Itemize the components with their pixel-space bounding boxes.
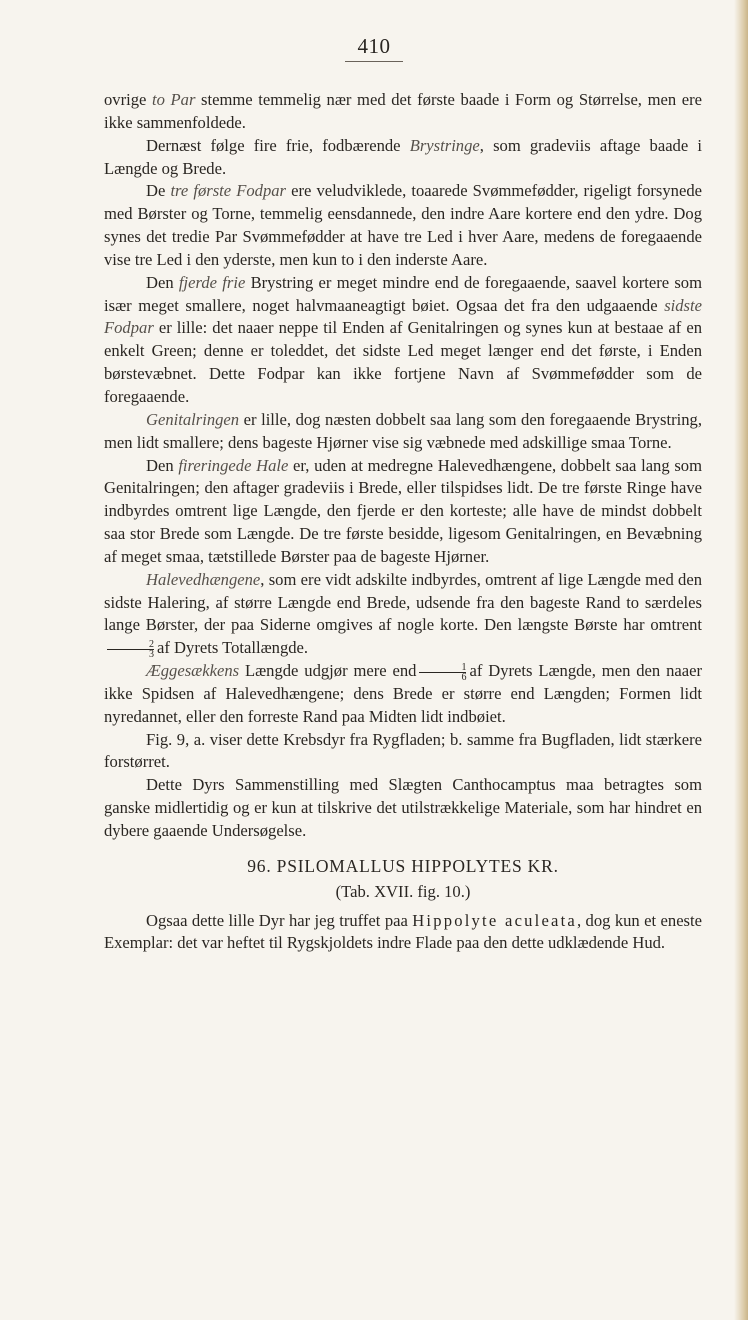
text-run: af Dyrets Totallængde. <box>157 638 309 658</box>
text-run: Den <box>146 272 179 292</box>
text-run: Brystring er meget mindre end de foregaaende, saavel kortere som især meget smallere, noget halvmaaneagtigt bøiet. Ogsaa det fra den udgaaende <box>104 272 703 315</box>
paragraph: Dette Dyrs Sammenstilling med Slægten Canthocamptus maa betragtes som ganske midlertidig og er kun at tilskrive det utilstrækkelige Materiale, som har hindret en dybere gaaende Undersøgelse. <box>104 775 702 840</box>
text-run: , som gradeviis aftage baade i Længde og Brede. <box>104 135 702 178</box>
fraction-numerator: 2 <box>149 638 154 650</box>
italic-term: sidste Fodpar <box>104 295 702 338</box>
text-run: De <box>146 181 171 201</box>
paragraph <box>104 135 702 181</box>
fraction-numerator: 1 <box>461 661 467 673</box>
fraction-denominator: 3 <box>107 649 154 659</box>
page-number-text: 410 <box>357 34 391 58</box>
fraction <box>419 663 466 682</box>
section-heading: 96. PSILOMALLUS HIPPOLYTES KR. <box>247 855 559 876</box>
paragraph <box>104 910 702 956</box>
text-run: af Dyrets Længde, men den naaer ikke Spidsen af Halevedhængene; dens Brede er større end Længden; Formen lidt nyredannet, eller den forreste Rand paa Midten lidt indbøiet. <box>104 661 702 726</box>
italic-term: Halevedhængene <box>146 569 261 589</box>
text-run: er lille, dog næsten dobbelt saa lang som den foregaaende Brystring, men lidt smallere; dens bageste Hjørner vise sig væbnede med adskillige smaa Torne. <box>104 409 702 452</box>
paragraph <box>104 272 702 409</box>
text-run: ere veludviklede, toaarede Svømmefødder, rigeligt forsynede med Børster og Torne, temmelig eensdannede, den indre Aare kortere end den ydre. Dog synes det tredie Par Svømmefødder at have tre Led i hver Aare, medens de foregaaende vise tre Led i den yderste, men kun to i den inderste Aare. <box>104 181 702 269</box>
page-number <box>0 34 748 62</box>
paragraph <box>104 455 702 569</box>
text-run: er lille: det naaer neppe til Enden af Genitalringen og synes kun at bestaae af en enkelt Green; denne er toleddet, det sidste Led meget længer end det første, i Enden børstevæbnet. Dette Fodpar kan ikke fortjene Navn af Svømmefødder som de foregaaende. <box>104 318 702 406</box>
fraction <box>107 640 154 659</box>
text-run: , dog kun et eneste Exemplar: det var heftet til Rygskjoldets indre Flade paa den dette udklædende Hud. <box>104 910 702 953</box>
text-run: er, uden at medregne Halevedhængene, dobbelt saa lang som Genitalringen; den aftager gradeviis i Brede, eller tilspidses lidt. De tre første Ringe have indbyrdes omtrent lige Længde, den fjerde er den korteste; alle have de mindst dobbelt saa stor Brede som Længde. De tre første besidde, ligesom Genitalringen, en Bevæbning af meget smaa, tætstillede Børster paa de bageste Hjørner. <box>104 455 702 566</box>
text-run: stemme temmelig nær med det første baade i Form og Størrelse, men ere ikke sammenfoldede. <box>104 90 703 132</box>
italic-term: Æggesækkens <box>146 661 240 681</box>
paragraph <box>104 89 702 135</box>
spaced-term: Hippolyte aculeata <box>412 910 577 930</box>
paragraph <box>104 180 702 271</box>
paragraph <box>104 409 702 455</box>
italic-term: to Par <box>152 90 196 109</box>
text-run: Dernæst følge fire frie, fodbærende <box>146 135 410 155</box>
paragraph <box>104 569 702 660</box>
italic-term: Brystringe <box>409 135 480 155</box>
section-subheading: (Tab. XVII. fig. 10.) <box>335 881 471 901</box>
paragraph <box>104 660 702 729</box>
text-run: , som ere vidt adskilte indbyrdes, omtrent af lige Længde med den sidste Halering, af større Længde end Brede, udsende fra den bageste Rand to særdeles lange Børster, der paa Siderne omgives af nogle korte. Den længste Børste har omtrent <box>104 569 702 635</box>
text-run: Den <box>146 455 179 475</box>
italic-term: Genitalringen <box>146 409 240 429</box>
text-run: Længde udgjør mere end <box>239 661 417 681</box>
italic-term: fjerde frie <box>178 272 246 292</box>
italic-term: fireringede Hale <box>178 455 289 475</box>
page-edge-shadow <box>734 0 748 1320</box>
paragraph: Fig. 9, a. viser dette Krebsdyr fra Rygfladen; b. samme fra Bugfladen, lidt stærkere forstørret. <box>104 729 702 772</box>
italic-term: tre første Fodpar <box>170 181 287 201</box>
fraction-denominator: 6 <box>419 672 466 682</box>
text-run: Ogsaa dette lille Dyr har jeg truffet paa <box>146 910 413 930</box>
text-run: ovrige <box>104 90 153 109</box>
body-text <box>104 89 702 955</box>
page-number-rule <box>345 61 403 62</box>
